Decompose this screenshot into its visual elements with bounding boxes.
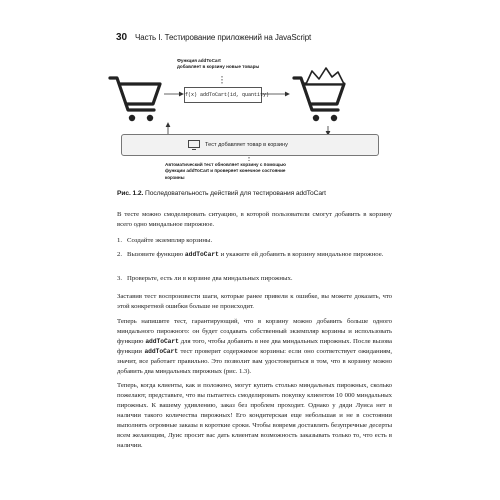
paragraph-1-text: В тесте можно смоделировать ситуацию, в которой пользователи смогут добавить в корзину всего одно миндальное пирожное.: [117, 211, 392, 228]
code-call: addToCart(id, quantity): [200, 92, 270, 98]
figure-note-bottom-line2: функции addToCart и проверяет конечное состояние корзины: [165, 168, 286, 180]
caption-label: Рис. 1.2.: [117, 190, 144, 197]
figure-caption: [117, 190, 326, 197]
figure-note-top-line2: добавляет в корзину новые товары: [177, 64, 260, 70]
test-label: Тест добавляет товар в корзину: [205, 142, 288, 148]
page-number: 30: [116, 32, 128, 43]
figure-note-bottom: [165, 162, 295, 181]
caption-text: Последовательность действий для тестирования addToCart: [145, 190, 326, 197]
paragraph-text-part: тест проверит содержимое корзины: если оно соответствует ожиданиям, значит, все работает правильно. Это позволит вам удостовериться в том, что в корзину можно добавить два миндальных пирожных (рис. 1.3).: [117, 348, 392, 375]
list-text: [127, 274, 392, 284]
inline-code: addToCart: [144, 348, 178, 355]
code-box: [184, 87, 270, 103]
function-icon: f(x): [185, 92, 198, 98]
list-text-part: Создайте экземпляр корзины.: [127, 237, 213, 244]
paragraph-text-part: для того, чтобы добавить в нее два миндальных пирожных. После вызова функции: [117, 338, 393, 355]
figure-note-top-line1: Функция addToCart: [177, 58, 221, 63]
list-number: 3.: [117, 275, 123, 282]
empty-cart-icon: [110, 78, 160, 121]
list-text-part: Вызовите функцию: [127, 251, 185, 258]
running-title: Часть I. Тестирование приложений на JavaScript: [135, 33, 312, 42]
list-text-part: Проверьте, есть ли в корзине два миндальных пирожных.: [127, 275, 293, 282]
inline-code: addToCart: [184, 251, 219, 258]
test-box: [121, 134, 379, 156]
paragraph-text-part: Теперь напишите тест, гарантирующий, что в корзину можно добавить больше одного миндального пирожного: он будет создавать собственный экземпляр корзины и использовать функцию: [117, 318, 392, 345]
monitor-icon: [188, 140, 200, 150]
figure-1-2: [108, 52, 398, 184]
full-cart-icon: [294, 68, 344, 121]
list-text: [127, 250, 392, 260]
list-number: 1.: [117, 237, 123, 244]
paragraph-3-text: [117, 317, 392, 377]
inline-code: addToCart: [145, 338, 179, 345]
paragraph-1: [117, 210, 392, 230]
figure-note-top: [177, 58, 297, 71]
figure-note-bottom-line1: Автоматический тест обновляет корзину с помощью: [165, 162, 286, 167]
paragraph-3: [117, 317, 392, 377]
paragraph-2-text: Заставив тест воспроизвести шаги, которые ранее привели к ошибке, вы можете доказать, что этой конкретной ошибки больше не происходит.: [117, 293, 392, 310]
paragraph-2: [117, 292, 392, 312]
paragraph-4: [117, 381, 392, 451]
page-header: [116, 32, 396, 44]
list-number: 2.: [117, 251, 123, 258]
list-text-part: и укажите ей добавить в корзину миндальное пирожное.: [218, 251, 384, 258]
paragraph-4-text: Теперь, когда клиенты, как и положено, могут купить столько миндальных пирожных, сколько пожелают, представьте, что вы пытаетесь смоделировать покупку клиентом 10 000 миндальных пирожных. К вашему удивлению, заказ без проблем проходит. Однако у дяди Луиса нет в наличии такого количества пирожных! Его кондитерская еще небольшая и не в состоянии выполнять огромные заказы в короткие сроки. Чтобы вовремя доставлять безупречные десерты всем желающим, Луис просит вас дать клиентам возможность заказывать только то, что есть в наличии.: [117, 382, 392, 449]
list-text: [127, 236, 392, 246]
